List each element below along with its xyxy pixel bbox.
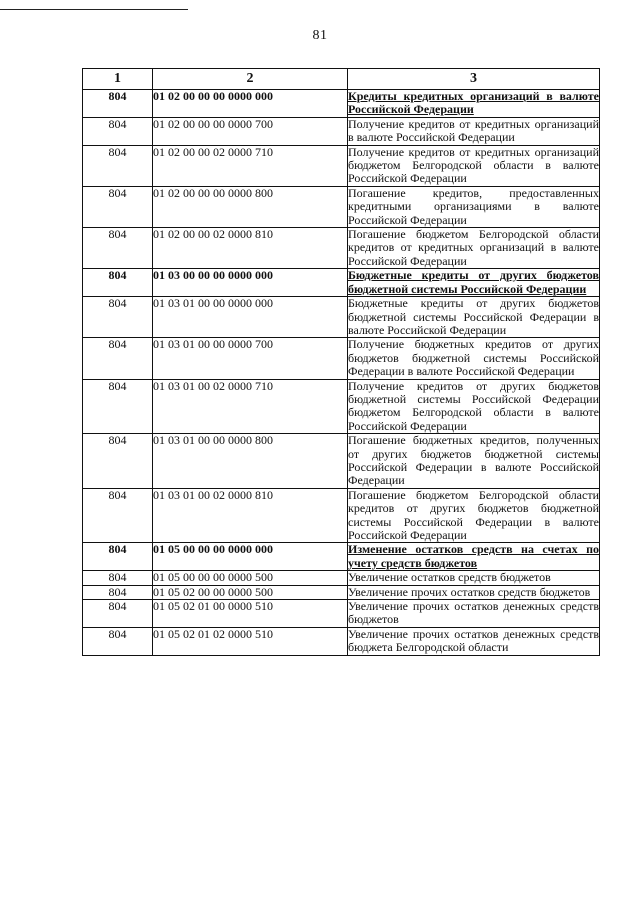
source-name-cell: Получение кредитов от кредитных организаций бюджетом Белгородской области в валюте Российской Федерации — [348, 144, 599, 186]
table-row — [83, 338, 600, 379]
admin-code-cell: 804 — [83, 600, 153, 628]
source-name-cell: Бюджетные кредиты от других бюджетов бюджетной системы Российской Федерации — [348, 268, 599, 296]
source-name-cell: Получение бюджетных кредитов от других бюджетов бюджетной системы Российской Федерации в валюте Российской Федерации — [348, 337, 599, 379]
budget-classification-code-cell: 01 03 01 00 00 0000 000 — [153, 297, 348, 338]
admin-code-cell: 804 — [83, 488, 153, 543]
table-row — [83, 228, 600, 269]
source-name-cell: Кредиты кредитных организаций в валюте Российской Федерации — [348, 89, 599, 117]
admin-code-cell: 804 — [83, 585, 153, 599]
admin-code-cell: 804 — [83, 228, 153, 269]
budget-classification-code-cell: 01 03 00 00 00 0000 000 — [153, 269, 348, 297]
table-row — [83, 543, 600, 571]
column-header-2: 2 — [153, 69, 348, 90]
budget-classification-code-cell: 01 05 00 00 00 0000 500 — [153, 571, 348, 585]
admin-code-cell: 804 — [83, 90, 153, 118]
table-row — [83, 585, 600, 599]
admin-code-cell: 804 — [83, 145, 153, 186]
table-row — [83, 269, 600, 297]
table-body — [83, 90, 600, 656]
source-name-cell: Увеличение прочих остатков денежных средств бюджета Белгородской области — [348, 626, 599, 655]
source-name-cell: Бюджетные кредиты от других бюджетов бюджетной системы Российской Федерации в валюте Российской Федерации — [348, 296, 599, 337]
source-name-cell: Погашение бюджетных кредитов, полученных от других бюджетов бюджетной системы Российской Федерации в валюте Российской Федерации — [348, 433, 599, 488]
table-row — [83, 627, 600, 655]
table-row — [83, 571, 600, 585]
source-name-cell: Получение кредитов от других бюджетов бюджетной системы Российской Федерации бюджетом Белгородской области в валюте Российской Федерации — [348, 378, 599, 433]
table-row — [83, 117, 600, 145]
budget-classification-code-cell: 01 05 02 01 00 0000 510 — [153, 600, 348, 628]
admin-code-cell: 804 — [83, 186, 153, 227]
budget-classification-code-cell: 01 05 02 01 02 0000 510 — [153, 627, 348, 655]
admin-code-cell: 804 — [83, 543, 153, 571]
budget-classification-code-cell: 01 03 01 00 00 0000 800 — [153, 434, 348, 489]
admin-code-cell: 804 — [83, 627, 153, 655]
budget-sources-table — [82, 68, 600, 656]
admin-code-cell: 804 — [83, 571, 153, 585]
budget-classification-code-cell: 01 02 00 00 00 0000 800 — [153, 186, 348, 227]
budget-classification-code-cell: 01 02 00 00 00 0000 000 — [153, 90, 348, 118]
table-row — [83, 379, 600, 434]
column-header-1: 1 — [83, 69, 153, 90]
table-header-row — [83, 69, 600, 90]
table-row — [83, 297, 600, 338]
admin-code-cell: 804 — [83, 297, 153, 338]
admin-code-cell: 804 — [83, 117, 153, 145]
source-name-cell: Погашение бюджетом Белгородской области кредитов от других бюджетов бюджетной системы Российской Федерации в валюте Российской Федерации — [348, 487, 599, 542]
table-row — [83, 145, 600, 186]
table-row — [83, 90, 600, 118]
budget-classification-code-cell: 01 05 00 00 00 0000 000 — [153, 543, 348, 571]
budget-classification-code-cell: 01 03 01 00 02 0000 710 — [153, 379, 348, 434]
source-name-cell: Увеличение остатков средств бюджетов — [348, 571, 600, 585]
table-row — [83, 600, 600, 628]
column-header-3: 3 — [348, 69, 600, 90]
source-name-cell: Погашение бюджетом Белгородской области кредитов от кредитных организаций в валюте Российской Федерации — [348, 227, 599, 268]
table-row — [83, 434, 600, 489]
admin-code-cell: 804 — [83, 269, 153, 297]
table-row — [83, 488, 600, 543]
budget-classification-code-cell: 01 02 00 00 00 0000 700 — [153, 117, 348, 145]
top-rule — [0, 9, 188, 10]
source-name-cell: Увеличение прочих остатков денежных средств бюджетов — [348, 599, 599, 627]
budget-classification-code-cell: 01 02 00 00 02 0000 710 — [153, 145, 348, 186]
source-name-cell: Получение кредитов от кредитных организаций в валюте Российской Федерации — [348, 116, 599, 145]
source-name-cell: Увеличение прочих остатков средств бюджетов — [348, 585, 600, 599]
table-row — [83, 186, 600, 227]
source-name-cell: Изменение остатков средств на счетах по учету средств бюджетов — [348, 542, 599, 570]
budget-classification-code-cell: 01 03 01 00 02 0000 810 — [153, 488, 348, 543]
budget-classification-code-cell: 01 03 01 00 00 0000 700 — [153, 338, 348, 379]
admin-code-cell: 804 — [83, 434, 153, 489]
page-number: 81 — [312, 28, 328, 43]
source-name-cell: Погашение кредитов, предоставленных кредитными организациями в валюте Российской Федерации — [348, 185, 599, 227]
budget-classification-code-cell: 01 02 00 00 02 0000 810 — [153, 228, 348, 269]
admin-code-cell: 804 — [83, 338, 153, 379]
admin-code-cell: 804 — [83, 379, 153, 434]
budget-classification-code-cell: 01 05 02 00 00 0000 500 — [153, 585, 348, 599]
